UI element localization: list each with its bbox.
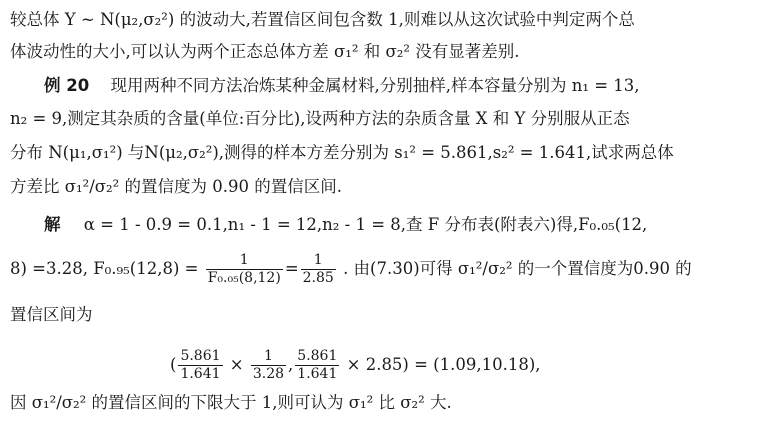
example-line2: n₂ = 9,测定其杂质的含量(单位:百分比),设两种方法的杂质含量 X 和 Y 分别服从正态 xyxy=(10,109,630,128)
example-line1 xyxy=(44,76,640,96)
fraction-numerator: 5.861 xyxy=(180,348,221,364)
fraction-denominator: 1.641 xyxy=(180,366,221,382)
solution-line3: 置信区间为 xyxy=(10,305,93,324)
para1-line2: 体波动性的大小,可以认为两个正态总体方差 σ₁² 和 σ₂² 没有显著差别. xyxy=(10,42,520,61)
fraction-5861-over-1641 xyxy=(178,348,222,383)
formula-rest: × 2.85) = (1.09,10.18), xyxy=(346,355,541,374)
interval-formula xyxy=(170,348,541,383)
fraction-numerator: 1 xyxy=(206,252,283,270)
fraction-numerator: 1 xyxy=(251,348,286,366)
fraction-denominator: F₀.₀₅(8,12) xyxy=(207,270,281,286)
example-text-1: 现用两种不同方法冶炼某种金属材料,分别抽样,样本容量分别为 n₁ = 13, xyxy=(110,76,640,95)
fraction-numerator: 1 xyxy=(301,252,336,270)
example-line4: 方差比 σ₁²/σ₂² 的置信度为 0.90 的置信区间. xyxy=(10,177,343,196)
fraction-denominator: 3.28 xyxy=(252,366,285,382)
solution-line1 xyxy=(44,215,647,235)
solution-line2-post: . 由(7.30)可得 σ₁²/σ₂² 的一个置信度为0.90 的 xyxy=(343,259,692,278)
fraction-denominator: 1.641 xyxy=(297,366,338,382)
solution-line2-pre: 8) =3.28, F₀.₉₅(12,8) = xyxy=(10,259,199,278)
formula-comma: , xyxy=(288,355,294,374)
conclusion-line: 因 σ₁²/σ₂² 的置信区间的下限大于 1,则可认为 σ₁² 比 σ₂² 大. xyxy=(10,393,452,412)
fraction-1-over-285 xyxy=(301,252,336,287)
fraction-denominator: 2.85 xyxy=(302,270,334,286)
solution-line2 xyxy=(10,252,692,287)
equals-sign: = xyxy=(284,259,299,278)
example-label: 例 20 xyxy=(44,76,90,95)
formula-open-paren: ( xyxy=(170,355,177,374)
solution-text-1: α = 1 - 0.9 = 0.1,n₁ - 1 = 12,n₂ - 1 = 8,查 F 分布表(附表六)得,F₀.₀₅(12, xyxy=(83,215,648,234)
para1-line1: 较总体 Y ~ N(μ₂,σ₂²) 的波动大,若置信区间包含数 1,则难以从这次试验中判定两个总 xyxy=(10,10,635,29)
solution-label: 解 xyxy=(44,215,61,234)
fraction-numerator: 5.861 xyxy=(297,348,338,364)
fraction-1-over-328 xyxy=(251,348,286,383)
example-line3: 分布 N(μ₁,σ₁²) 与N(μ₂,σ₂²),测得的样本方差分别为 s₁² = 5.861,s₂² = 1.641,试求两总体 xyxy=(10,143,674,162)
times-sign: × xyxy=(229,355,244,374)
fraction-5861-over-1641-b xyxy=(295,348,339,383)
fraction-1-over-f005 xyxy=(206,252,283,287)
